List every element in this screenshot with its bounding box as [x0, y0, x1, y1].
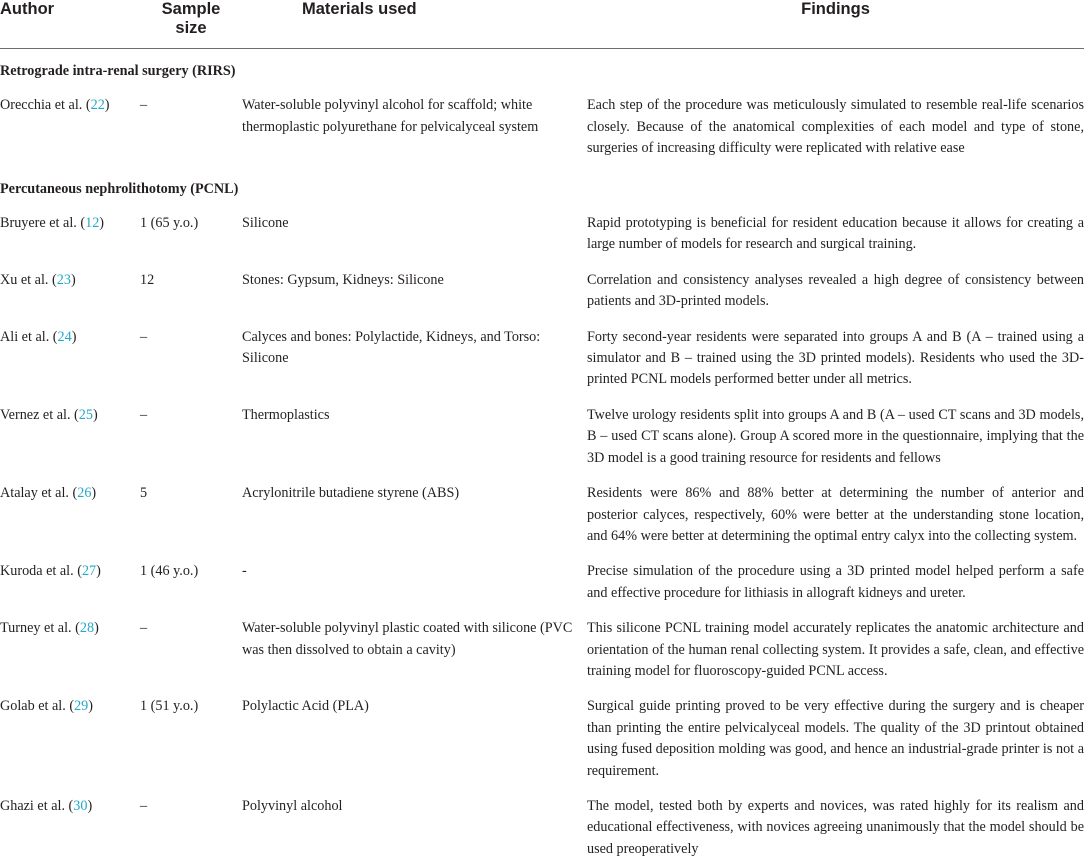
- reference-link[interactable]: 22: [91, 97, 105, 113]
- table-row: [0, 555, 1084, 612]
- materials-cell: Polylactic Acid (PLA): [242, 690, 587, 790]
- sample-size-cell: –: [140, 321, 242, 399]
- reference-link[interactable]: 27: [82, 563, 96, 579]
- author-name: Atalay et al.: [0, 485, 69, 501]
- reference-link[interactable]: 12: [85, 215, 99, 231]
- section-title: Percutaneous nephrolithotomy (PCNL): [0, 168, 1084, 207]
- reference-link[interactable]: 29: [74, 698, 88, 714]
- section-row: [0, 49, 1084, 90]
- findings-cell: Surgical guide printing proved to be very effective during the surgery and is cheaper than printing the entire pelvicalyceal models. The quality of the 3D printout obtained using fused deposition molding was good, and hence an industrial-grade printer is not a requirement.: [587, 690, 1084, 790]
- sample-size-cell: –: [140, 89, 242, 167]
- findings-cell: Rapid prototyping is beneficial for resident education because it allows for creating a large number of models for research and surgical training.: [587, 207, 1084, 264]
- header-materials: Materials used: [242, 0, 587, 49]
- sample-size-cell: –: [140, 399, 242, 477]
- author-name: Golab et al.: [0, 698, 66, 714]
- author-name: Ali et al.: [0, 329, 49, 345]
- author-cell: Golab et al. (29): [0, 690, 140, 790]
- findings-cell: Twelve urology residents split into groups A and B (A – used CT scans and 3D models, B – used CT scans alone). Group A scored more in the questionnaire, implying that the 3D model is a good training resource for residents and fellows: [587, 399, 1084, 477]
- author-name: Turney et al.: [0, 620, 72, 636]
- table-row: [0, 89, 1084, 167]
- findings-cell: Each step of the procedure was meticulously simulated to resemble real-life scenarios closely. Because of the anatomical complexities of each model and type of stone, surgeries of increasing difficulty were replicated with relative ease: [587, 89, 1084, 167]
- sample-size-cell: 1 (46 y.o.): [140, 555, 242, 612]
- reference-link[interactable]: 26: [77, 485, 91, 501]
- header-author: Author: [0, 0, 140, 49]
- author-cell: Orecchia et al. (22): [0, 89, 140, 167]
- materials-cell: Calyces and bones: Polylactide, Kidneys, and Torso: Silicone: [242, 321, 587, 399]
- sample-size-cell: 1 (65 y.o.): [140, 207, 242, 264]
- table-row: [0, 790, 1084, 868]
- table-row: [0, 207, 1084, 264]
- author-name: Vernez et al.: [0, 407, 71, 423]
- header-row: [0, 0, 1084, 49]
- reference-link[interactable]: 24: [58, 329, 72, 345]
- findings-cell: Correlation and consistency analyses revealed a high degree of consistency between patients and 3D-printed models.: [587, 264, 1084, 321]
- table-row: [0, 399, 1084, 477]
- reference-link[interactable]: 25: [79, 407, 93, 423]
- table-row: [0, 612, 1084, 690]
- author-name: Orecchia et al.: [0, 97, 82, 113]
- reference-link[interactable]: 28: [80, 620, 94, 636]
- author-name: Bruyere et al.: [0, 215, 77, 231]
- author-cell: Atalay et al. (26): [0, 477, 140, 555]
- findings-cell: This silicone PCNL training model accurately replicates the anatomic architecture and orientation of the human renal collecting system. It provides a safe, clean, and effective training model for fluoroscopy-guided PCNL access.: [587, 612, 1084, 690]
- materials-cell: Thermoplastics: [242, 399, 587, 477]
- table-row: [0, 690, 1084, 790]
- findings-cell: Forty second-year residents were separated into groups A and B (A – trained using a simulator and B – trained using the 3D printed models). Residents who used the 3D-printed PCNL models performed better under all metrics.: [587, 321, 1084, 399]
- sample-size-cell: –: [140, 790, 242, 868]
- materials-cell: -: [242, 555, 587, 612]
- materials-cell: Water-soluble polyvinyl alcohol for scaffold; white thermoplastic polyurethane for pelvicalyceal system: [242, 89, 587, 167]
- author-cell: Turney et al. (28): [0, 612, 140, 690]
- sample-size-cell: 1 (51 y.o.): [140, 690, 242, 790]
- table-row: [0, 477, 1084, 555]
- author-cell: Ali et al. (24): [0, 321, 140, 399]
- section-title: Retrograde intra-renal surgery (RIRS): [0, 49, 1084, 90]
- materials-cell: Polyvinyl alcohol: [242, 790, 587, 868]
- findings-cell: Precise simulation of the procedure using a 3D printed model helped perform a safe and effective procedure for lithiasis in allograft kidneys and ureter.: [587, 555, 1084, 612]
- author-name: Ghazi et al.: [0, 798, 65, 814]
- sample-size-cell: –: [140, 612, 242, 690]
- author-cell: Kuroda et al. (27): [0, 555, 140, 612]
- materials-cell: Acrylonitrile butadiene styrene (ABS): [242, 477, 587, 555]
- sample-size-cell: 5: [140, 477, 242, 555]
- reference-link[interactable]: 30: [73, 798, 87, 814]
- author-cell: Ghazi et al. (30): [0, 790, 140, 868]
- header-sample-size: Sample size: [140, 0, 242, 49]
- author-cell: Bruyere et al. (12): [0, 207, 140, 264]
- table-header: [0, 0, 1084, 49]
- author-name: Xu et al.: [0, 272, 48, 288]
- table-body: [0, 49, 1084, 868]
- table-row: [0, 321, 1084, 399]
- author-cell: Xu et al. (23): [0, 264, 140, 321]
- materials-cell: Stones: Gypsum, Kidneys: Silicone: [242, 264, 587, 321]
- materials-cell: Silicone: [242, 207, 587, 264]
- author-name: Kuroda et al.: [0, 563, 74, 579]
- author-cell: Vernez et al. (25): [0, 399, 140, 477]
- reference-link[interactable]: 23: [57, 272, 71, 288]
- materials-cell: Water-soluble polyvinyl plastic coated with silicone (PVC was then dissolved to obtain a cavity): [242, 612, 587, 690]
- findings-cell: The model, tested both by experts and novices, was rated highly for its realism and educational effectiveness, with novices agreeing unanimously that the model should be used preoperatively: [587, 790, 1084, 868]
- sample-size-cell: 12: [140, 264, 242, 321]
- section-row: [0, 168, 1084, 207]
- table-row: [0, 264, 1084, 321]
- findings-cell: Residents were 86% and 88% better at determining the number of anterior and posterior calyces, respectively, 60% were better at the understanding stone location, and 64% were better at determining the optimal entry calyx into the collecting system.: [587, 477, 1084, 555]
- header-findings: Findings: [587, 0, 1084, 49]
